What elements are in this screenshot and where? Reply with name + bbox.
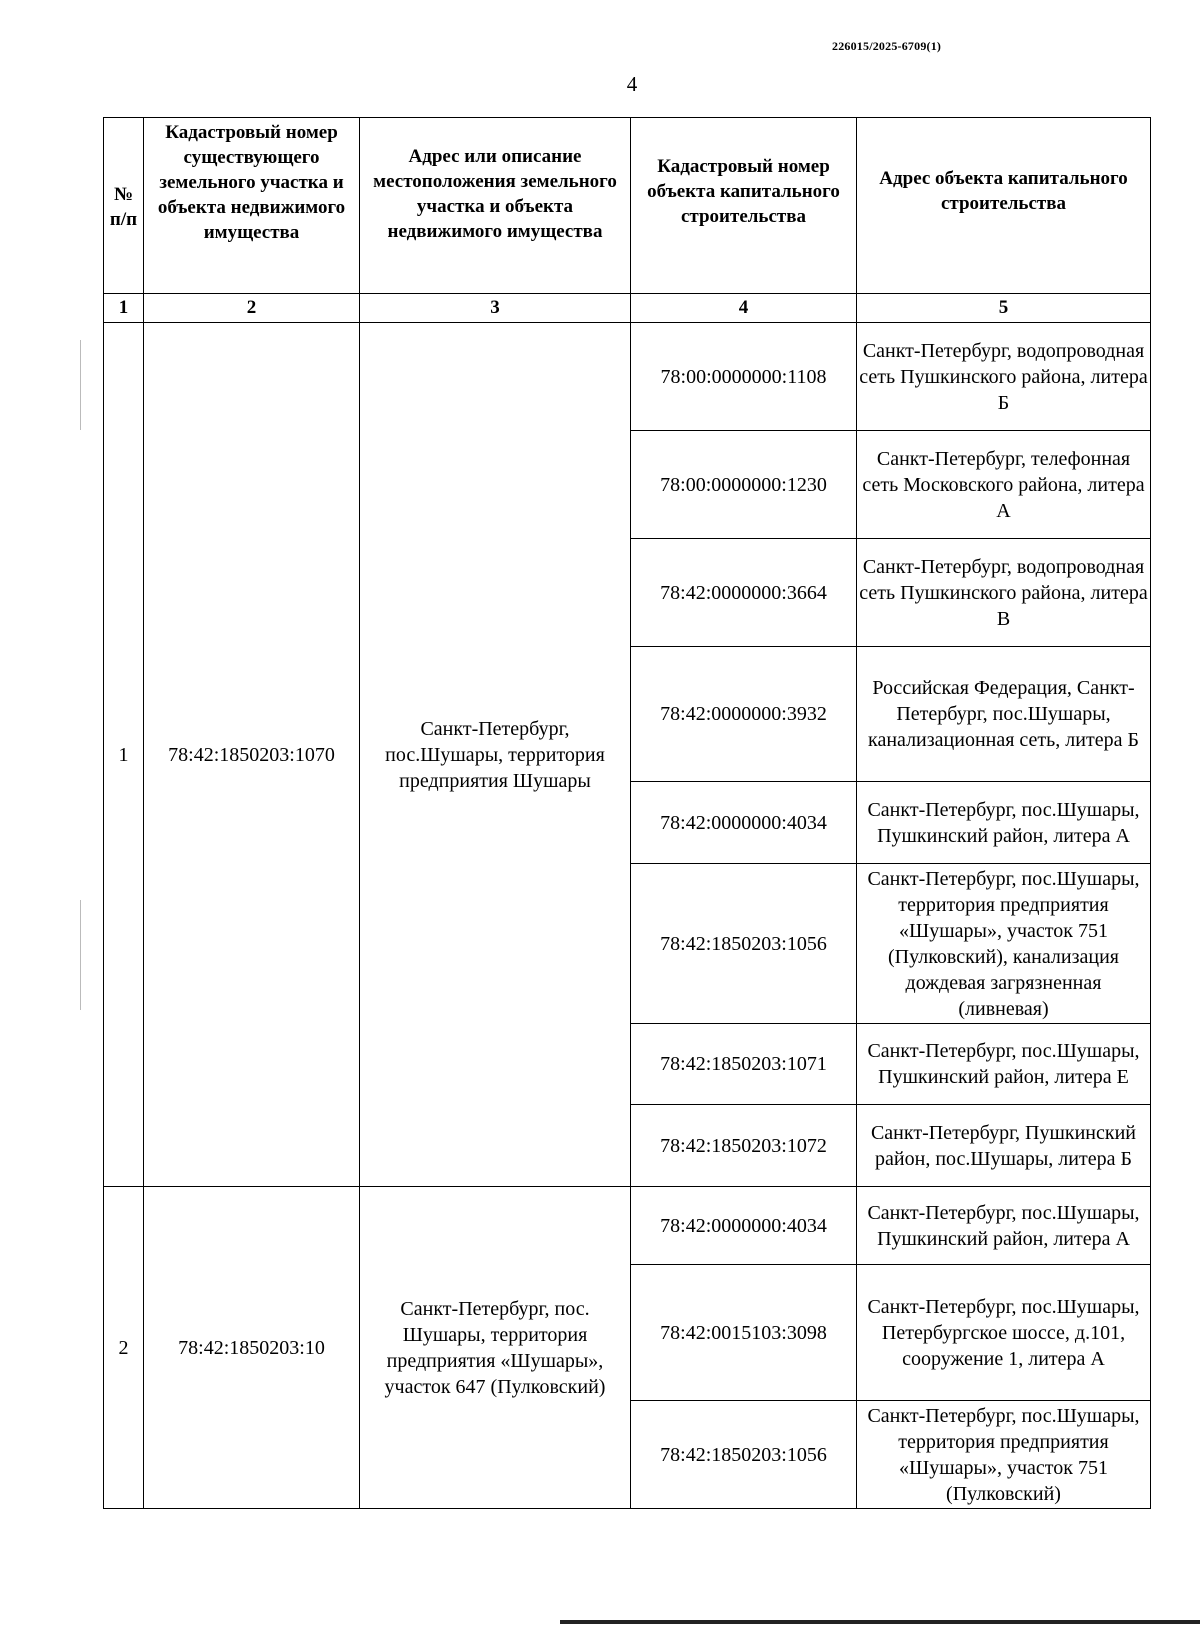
- object-cadastral-number: 78:42:0000000:3664: [631, 539, 857, 647]
- land-address: Санкт-Петербург, пос.Шушары, территория предприятия Шушары: [360, 323, 631, 1187]
- object-cadastral-number: 78:42:1850203:1071: [631, 1024, 857, 1105]
- object-cadastral-number: 78:42:0000000:3932: [631, 647, 857, 782]
- document-id: 226015/2025-6709(1): [832, 39, 942, 53]
- object-address: Санкт-Петербург, пос.Шушары, Петербургское шоссе, д.101, сооружение 1, литера А: [857, 1265, 1151, 1401]
- object-cadastral-number: 78:00:0000000:1230: [631, 431, 857, 539]
- object-address: Санкт-Петербург, водопроводная сеть Пушкинского района, литера Б: [857, 323, 1151, 431]
- object-address: Санкт-Петербург, пос.Шушары, территория предприятия «Шушары», участок 751 (Пулковский), канализация дождевая загрязненная (ливневая): [857, 864, 1151, 1024]
- object-address: Санкт-Петербург, телефонная сеть Московского района, литера А: [857, 431, 1151, 539]
- table-row: [104, 1187, 1151, 1265]
- scan-bottom-edge: [560, 1620, 1200, 1624]
- row-number: 2: [104, 1187, 144, 1509]
- row-number: 1: [104, 323, 144, 1187]
- object-address: Санкт-Петербург, пос.Шушары, Пушкинский район, литера А: [857, 782, 1151, 864]
- column-number-cell: 4: [631, 294, 857, 323]
- object-cadastral-number: 78:42:0000000:4034: [631, 782, 857, 864]
- object-cadastral-number: 78:42:1850203:1072: [631, 1105, 857, 1187]
- object-address: Российская Федерация, Санкт-Петербург, пос.Шушары, канализационная сеть, литера Б: [857, 647, 1151, 782]
- land-address: Санкт-Петербург, пос. Шушары, территория предприятия «Шушары», участок 647 (Пулковский): [360, 1187, 631, 1509]
- object-address: Санкт-Петербург, пос.Шушары, территория предприятия «Шушары», участок 751 (Пулковский): [857, 1401, 1151, 1509]
- header-cell-land-cadastral: Кадастровый номер существующего земельного участка и объекта недвижимого имущества: [144, 118, 360, 294]
- scan-artifact-line: [80, 900, 81, 1010]
- object-address: Санкт-Петербург, пос.Шушары, Пушкинский район, литера Е: [857, 1024, 1151, 1105]
- header-cell-object-cadastral: Кадастровый номер объекта капитального строительства: [631, 118, 857, 294]
- object-cadastral-number: 78:42:0000000:4034: [631, 1187, 857, 1265]
- land-cadastral-number: 78:42:1850203:10: [144, 1187, 360, 1509]
- land-cadastral-number: 78:42:1850203:1070: [144, 323, 360, 1187]
- table-row: [104, 323, 1151, 431]
- column-number-cell: 2: [144, 294, 360, 323]
- column-number-cell: 5: [857, 294, 1151, 323]
- object-address: Санкт-Петербург, водопроводная сеть Пушкинского района, литера В: [857, 539, 1151, 647]
- scan-artifact-line: [80, 340, 81, 430]
- object-cadastral-number: 78:42:1850203:1056: [631, 864, 857, 1024]
- object-address: Санкт-Петербург, Пушкинский район, пос.Шушары, литера Б: [857, 1105, 1151, 1187]
- register-table: [103, 117, 1151, 1509]
- header-cell-number: № п/п: [104, 118, 144, 294]
- object-cadastral-number: 78:42:1850203:1056: [631, 1401, 857, 1509]
- object-cadastral-number: 78:42:0015103:3098: [631, 1265, 857, 1401]
- object-cadastral-number: 78:00:0000000:1108: [631, 323, 857, 431]
- header-cell-land-address: Адрес или описание местоположения земельного участка и объекта недвижимого имущества: [360, 118, 631, 294]
- column-number-cell: 3: [360, 294, 631, 323]
- header-cell-object-address: Адрес объекта капитального строительства: [857, 118, 1151, 294]
- page-number: 4: [626, 72, 638, 96]
- column-number-cell: 1: [104, 294, 144, 323]
- object-address: Санкт-Петербург, пос.Шушары, Пушкинский район, литера А: [857, 1187, 1151, 1265]
